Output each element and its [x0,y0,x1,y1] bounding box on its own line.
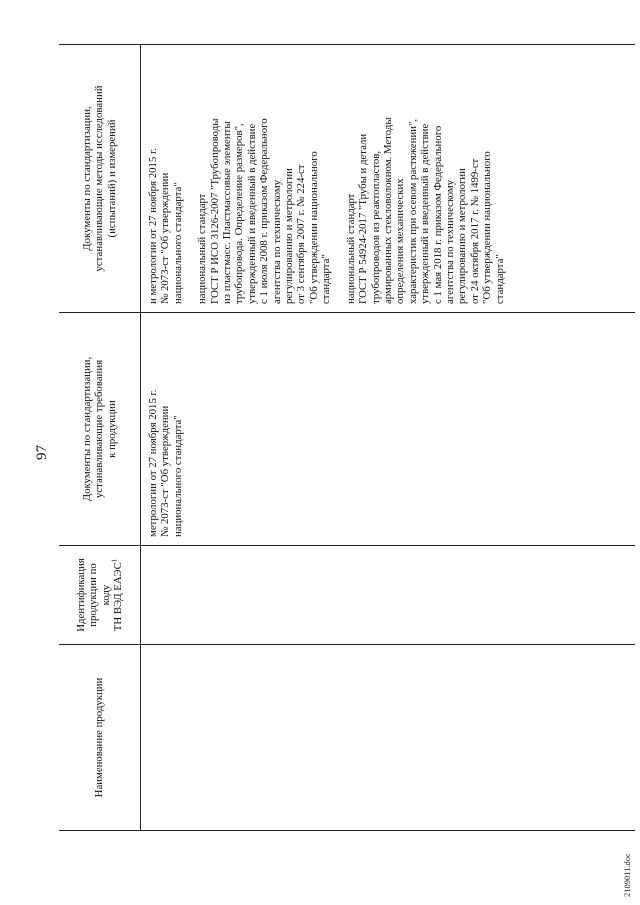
page-number: 97 [34,445,50,460]
cell-method-documents [141,45,636,313]
method-entry-gost-r-iso-3126: национальный стандарт ГОСТ Р ИСО 3126-2007 "Трубопроводы из пластмасс. Пластмассовые элементы трубопровода. Определение размеров", утвержденный и введенный в действие с 1 июля 2008 г. приказом Федерального агентства по техническому регулированию и метрологии от 3 сентября 2007 г. № 224-ст "Об утверждении национального стандарта" [196,118,333,304]
method-entry-gost-r-54924: национальный стандарт ГОСТ Р 54924-2017 "Трубы и детали трубопроводов из реактопластов, армированных стекловолокном. Методы определения механических характеристик при осевом растяжении", утвержденный и введенный в действие с 1 мая 2018 г. приказом Федерального агентства по техническому регулированию и метрологии от 24 октября 2017 г. № 1499-ст "Об утверждении национального стандарта" [344,117,506,304]
header-requirement-documents: Документы по стандартизации, устанавливающие требования к продукции [59,313,141,546]
header-product-name: Наименование продукции [59,645,141,831]
header-tn-ved-code [59,546,141,645]
method-entry-continued: и метрологии от 27 ноября 2015 г. № 2073-ст "Об утверждении национального стандарта" [147,148,184,304]
header-method-documents: Документы по стандартизации, устанавливающие методы исследований (испытаний) и измерений [59,45,141,313]
footnote-marker: 1 [110,558,119,563]
header-tn-ved-code-text: Идентификация продукции по коду ТН ВЭД ЕАЭС [74,558,124,632]
cell-tn-ved-code [141,546,636,645]
footer-document-id: 2109011.doc [622,853,632,897]
table-row [141,45,636,831]
requirement-entry: метрологии от 27 ноября 2015 г. № 2073-ст "Об утверждении национального стандарта" [147,389,184,537]
table-header-row [59,45,141,831]
standards-table [59,44,635,831]
cell-product-name [141,645,636,831]
cell-requirement-documents [141,313,636,546]
